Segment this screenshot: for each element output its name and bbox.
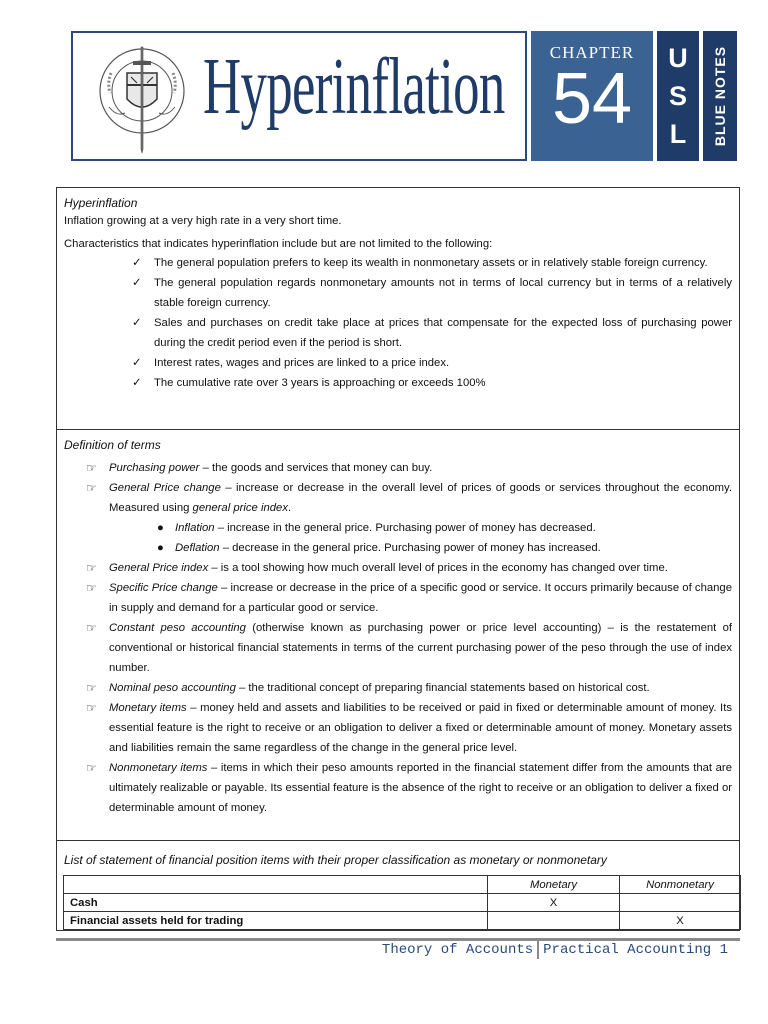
list-item: ✓ The cumulative rate over 3 years is approaching or exceeds 100% xyxy=(132,373,732,393)
table-cell: X xyxy=(488,894,620,912)
footer-separator xyxy=(537,941,539,959)
usl-letter-l: L xyxy=(669,119,687,149)
usl-letter-u: U xyxy=(668,43,688,73)
list-item: ☞ Monetary items – money held and assets and liabilities to be received or paid in fixed or determinable amount of money. Its essential feature is the right to receive or an obligation to deliver a fixed or determinable amount of money. Monetary assets and liabilities remain the same regardless of the change in the general price level. xyxy=(86,698,732,758)
classification-table xyxy=(63,875,741,930)
pointing-hand-icon: ☞ xyxy=(86,561,97,575)
sub-list xyxy=(153,518,732,558)
list-item: ✓ The general population regards nonmonetary amounts not in terms of local currency but in terms of a relatively stable foreign currency. xyxy=(132,273,732,313)
usl-letter-s: S xyxy=(668,81,687,111)
section-title: Hyperinflation xyxy=(64,196,138,210)
pointing-hand-icon: ☞ xyxy=(86,581,97,595)
list-item: ✓ The general population prefers to keep its wealth in nonmonetary assets or in relatively stable foreign currency. xyxy=(132,253,732,273)
list-item: ☞ Nominal peso accounting – the traditional concept of preparing financial statements based on historical cost. xyxy=(86,678,732,698)
list-item: ☞ Specific Price change – increase or decrease in the price of a specific good or service. It occurs primarily because of change in supply and demand for a particular good or service. xyxy=(86,578,732,618)
table-cell: Cash xyxy=(64,894,488,912)
chapter-box xyxy=(531,31,653,161)
check-icon: ✓ xyxy=(132,257,142,269)
table-header-cell xyxy=(64,876,488,894)
list-item: ☞ General Price change – increase or decrease in the overall level of prices of goods or services throughout the economy. Measured using general price index. ● Inflation – increase in the general price. Purchasing power of money has decreased. ● Deflation – decrease in the general price. Purchasing power of money has increased. xyxy=(86,478,732,558)
hyperinflation-section xyxy=(57,188,739,430)
pointing-hand-icon: ☞ xyxy=(86,621,97,635)
pointing-hand-icon: ☞ xyxy=(86,701,97,715)
title-box xyxy=(71,31,527,161)
page-title: Hyperinflation xyxy=(203,43,505,131)
term: Purchasing power xyxy=(109,462,200,474)
characteristics-list xyxy=(132,253,732,393)
footer xyxy=(382,941,728,959)
pointing-hand-icon: ☞ xyxy=(86,761,97,775)
classification-section xyxy=(57,841,739,930)
table-cell: X xyxy=(620,912,741,930)
terms-list xyxy=(86,458,732,818)
list-item: ☞ Purchasing power – the goods and services that money can buy. xyxy=(86,458,732,478)
definition-text: Inflation growing at a very high rate in a very short time. xyxy=(64,215,342,227)
content-box xyxy=(56,187,740,931)
footer-subject: Theory of Accounts xyxy=(381,942,534,958)
table-cell: Financial assets held for trading xyxy=(64,912,488,930)
university-seal-icon xyxy=(97,37,187,155)
list-item: ● Inflation – increase in the general price. Purchasing power of money has decreased. xyxy=(153,518,732,538)
term: Nonmonetary items xyxy=(109,762,208,774)
table-header-cell: Nonmonetary xyxy=(620,876,741,894)
pointing-hand-icon: ☞ xyxy=(86,481,97,495)
check-icon: ✓ xyxy=(132,277,142,289)
list-item: ✓ Sales and purchases on credit take place at prices that compensate for the expected loss of purchasing power during the credit period even if the period is short. xyxy=(132,313,732,353)
check-icon: ✓ xyxy=(132,357,142,369)
definition-of-terms-section xyxy=(57,430,739,841)
list-item: ● Deflation – decrease in the general price. Purchasing power of money has increased. xyxy=(153,538,732,558)
pointing-hand-icon: ☞ xyxy=(86,681,97,695)
intro-text: Characteristics that indicates hyperinflation include but are not limited to the following: xyxy=(64,238,493,250)
chapter-number: 54 xyxy=(551,59,633,139)
table-header-cell: Monetary xyxy=(488,876,620,894)
term: Constant peso accounting xyxy=(109,622,246,634)
bullet-icon: ● xyxy=(157,542,164,554)
blue-notes-box xyxy=(703,31,737,161)
list-item: ✓ Interest rates, wages and prices are linked to a price index. xyxy=(132,353,732,373)
list-item: ☞ General Price index – is a tool showing how much overall level of prices in the economy has changed over time. xyxy=(86,558,732,578)
term: General Price index xyxy=(109,562,209,574)
term: Inflation xyxy=(175,522,215,534)
bullet-icon: ● xyxy=(157,522,164,534)
term: Deflation xyxy=(175,542,220,554)
table-header-row xyxy=(64,876,741,894)
check-icon: ✓ xyxy=(132,377,142,389)
term: Specific Price change xyxy=(109,582,218,594)
chapter-label: CHAPTER xyxy=(549,43,635,62)
footer-course: Practical Accounting 1 xyxy=(543,942,728,958)
table-cell xyxy=(620,894,741,912)
check-icon: ✓ xyxy=(132,317,142,329)
section-title: Definition of terms xyxy=(64,438,161,452)
term: General Price change xyxy=(109,482,221,494)
term: Nominal peso accounting xyxy=(109,682,236,694)
table-row xyxy=(64,894,741,912)
blue-notes-label: BLUE NOTES xyxy=(712,45,728,147)
list-item: ☞ Nonmonetary items – items in which their peso amounts reported in the financial statement differ from the amounts that are ultimately realizable or payable. Its essential feature is the absence of the right to receive or an obligation to deliver a fixed or determinable amount of money. xyxy=(86,758,732,818)
table-row xyxy=(64,912,741,930)
usl-box xyxy=(657,31,699,161)
list-item: ☞ Constant peso accounting (otherwise known as purchasing power or price level accounting) – is the restatement of conventional or historical financial statements in terms of the current purchasing power of the peso through the use of index number. xyxy=(86,618,732,678)
pointing-hand-icon: ☞ xyxy=(86,461,97,475)
section-title: List of statement of financial position items with their proper classification as monetary or nonmonetary xyxy=(64,853,607,867)
table-cell xyxy=(488,912,620,930)
term: Monetary items xyxy=(109,702,187,714)
